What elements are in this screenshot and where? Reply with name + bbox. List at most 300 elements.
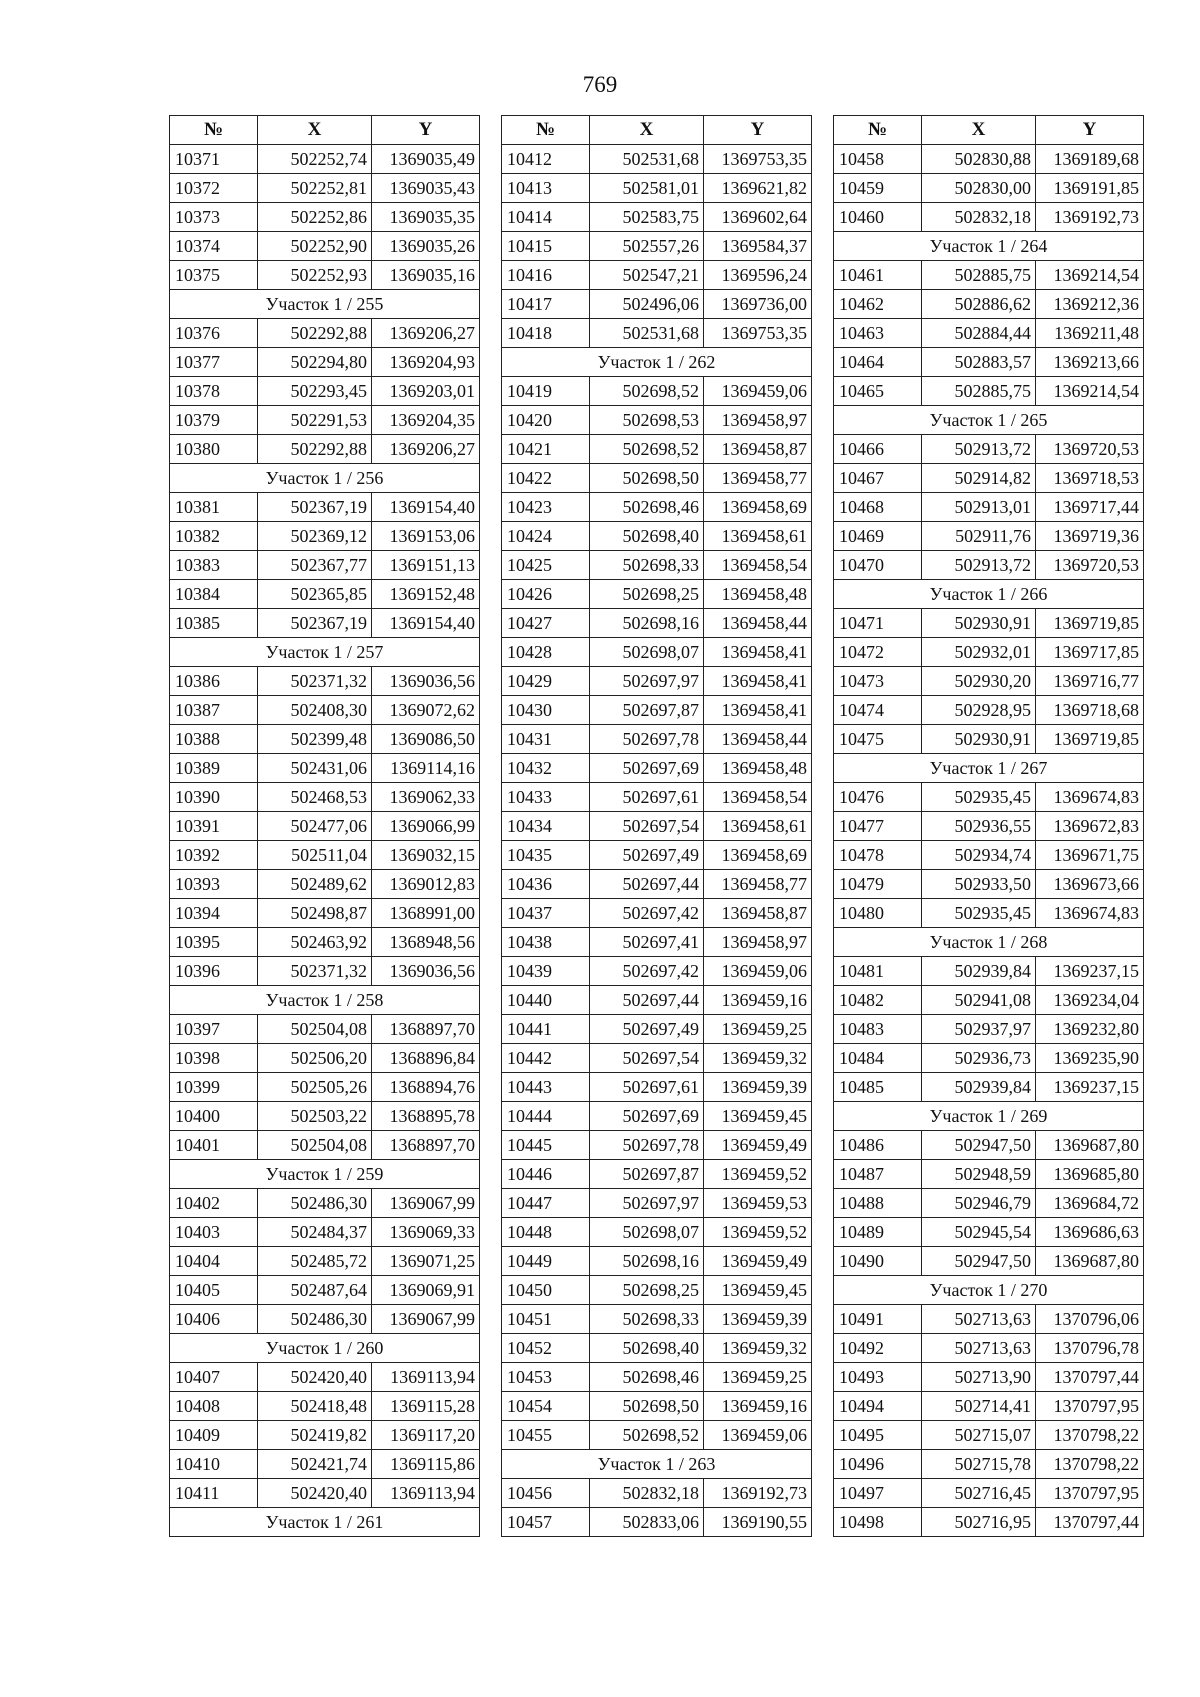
point-number: 10448 [502, 1218, 590, 1247]
table-row [170, 145, 480, 174]
table-row [834, 551, 1144, 580]
y-coordinate: 1369458,54 [704, 783, 812, 812]
y-coordinate: 1369459,16 [704, 1392, 812, 1421]
y-coordinate: 1370797,44 [1036, 1508, 1144, 1537]
point-number: 10447 [502, 1189, 590, 1218]
section-label: Участок 1 / 255 [170, 290, 480, 319]
point-number: 10420 [502, 406, 590, 435]
x-coordinate: 502934,74 [922, 841, 1036, 870]
x-coordinate: 502947,50 [922, 1131, 1036, 1160]
y-coordinate: 1369203,01 [372, 377, 480, 406]
y-coordinate: 1370797,44 [1036, 1363, 1144, 1392]
table-row [834, 957, 1144, 986]
table-row [502, 1189, 812, 1218]
y-coordinate: 1369719,85 [1036, 609, 1144, 638]
x-coordinate: 502698,46 [590, 493, 704, 522]
section-label: Участок 1 / 259 [170, 1160, 480, 1189]
x-coordinate: 502697,78 [590, 725, 704, 754]
x-coordinate: 502698,52 [590, 377, 704, 406]
point-number: 10371 [170, 145, 258, 174]
x-coordinate: 502698,40 [590, 1334, 704, 1363]
y-coordinate: 1369672,83 [1036, 812, 1144, 841]
y-coordinate: 1369115,28 [372, 1392, 480, 1421]
point-number: 10487 [834, 1160, 922, 1189]
table-row [170, 928, 480, 957]
x-coordinate: 502913,72 [922, 551, 1036, 580]
point-number: 10421 [502, 435, 590, 464]
section-label: Участок 1 / 256 [170, 464, 480, 493]
table-row [502, 232, 812, 261]
y-coordinate: 1369753,35 [704, 145, 812, 174]
x-coordinate: 502486,30 [258, 1189, 372, 1218]
table-row [834, 1334, 1144, 1363]
table-row [502, 841, 812, 870]
y-coordinate: 1369459,49 [704, 1247, 812, 1276]
y-coordinate: 1369459,06 [704, 377, 812, 406]
table-row [502, 696, 812, 725]
x-coordinate: 502252,93 [258, 261, 372, 290]
y-coordinate: 1369151,13 [372, 551, 480, 580]
table-row [170, 754, 480, 783]
x-coordinate: 502713,63 [922, 1305, 1036, 1334]
x-coordinate: 502484,37 [258, 1218, 372, 1247]
table-row [834, 1218, 1144, 1247]
y-coordinate: 1369113,94 [372, 1479, 480, 1508]
y-coordinate: 1369234,04 [1036, 986, 1144, 1015]
x-coordinate: 502487,64 [258, 1276, 372, 1305]
table-row [502, 870, 812, 899]
point-number: 10376 [170, 319, 258, 348]
table-row [502, 493, 812, 522]
table-row [170, 870, 480, 899]
section-row [170, 290, 480, 319]
y-coordinate: 1369086,50 [372, 725, 480, 754]
point-number: 10497 [834, 1479, 922, 1508]
table-row [834, 1160, 1144, 1189]
x-coordinate: 502365,85 [258, 580, 372, 609]
table-row [170, 783, 480, 812]
x-coordinate: 502485,72 [258, 1247, 372, 1276]
x-coordinate: 502939,84 [922, 957, 1036, 986]
x-coordinate: 502504,08 [258, 1131, 372, 1160]
table-row [502, 1392, 812, 1421]
x-coordinate: 502498,87 [258, 899, 372, 928]
x-coordinate: 502936,73 [922, 1044, 1036, 1073]
table-row [170, 1073, 480, 1102]
point-number: 10491 [834, 1305, 922, 1334]
x-coordinate: 502914,82 [922, 464, 1036, 493]
point-number: 10465 [834, 377, 922, 406]
y-coordinate: 1368894,76 [372, 1073, 480, 1102]
x-coordinate: 502418,48 [258, 1392, 372, 1421]
y-coordinate: 1369621,82 [704, 174, 812, 203]
table-row [502, 1160, 812, 1189]
y-coordinate: 1369736,00 [704, 290, 812, 319]
point-number: 10411 [170, 1479, 258, 1508]
y-coordinate: 1369716,77 [1036, 667, 1144, 696]
x-coordinate: 502367,19 [258, 493, 372, 522]
table-row [502, 1131, 812, 1160]
point-number: 10458 [834, 145, 922, 174]
x-coordinate: 502698,16 [590, 1247, 704, 1276]
table-row [170, 1363, 480, 1392]
point-number: 10391 [170, 812, 258, 841]
point-number: 10466 [834, 435, 922, 464]
x-coordinate: 502885,75 [922, 261, 1036, 290]
table-row [834, 783, 1144, 812]
x-coordinate: 502697,54 [590, 1044, 704, 1073]
y-coordinate: 1369214,54 [1036, 261, 1144, 290]
y-coordinate: 1369459,45 [704, 1102, 812, 1131]
table-row [170, 174, 480, 203]
point-number: 10490 [834, 1247, 922, 1276]
y-coordinate: 1369204,93 [372, 348, 480, 377]
table-row [170, 1479, 480, 1508]
y-coordinate: 1369066,99 [372, 812, 480, 841]
coordinates-table-1 [169, 115, 480, 1537]
y-coordinate: 1369032,15 [372, 841, 480, 870]
y-coordinate: 1369067,99 [372, 1189, 480, 1218]
x-coordinate: 502531,68 [590, 145, 704, 174]
table-row [170, 1247, 480, 1276]
x-coordinate: 502698,33 [590, 1305, 704, 1334]
x-coordinate: 502913,72 [922, 435, 1036, 464]
point-number: 10419 [502, 377, 590, 406]
y-coordinate: 1369458,97 [704, 406, 812, 435]
point-number: 10427 [502, 609, 590, 638]
y-coordinate: 1369190,55 [704, 1508, 812, 1537]
table-row [834, 319, 1144, 348]
point-number: 10379 [170, 406, 258, 435]
x-coordinate: 502698,07 [590, 638, 704, 667]
point-number: 10404 [170, 1247, 258, 1276]
table-row [170, 667, 480, 696]
y-coordinate: 1369458,44 [704, 725, 812, 754]
section-row [170, 1160, 480, 1189]
y-coordinate: 1369035,43 [372, 174, 480, 203]
x-coordinate: 502697,49 [590, 1015, 704, 1044]
point-number: 10461 [834, 261, 922, 290]
y-coordinate: 1369153,06 [372, 522, 480, 551]
y-coordinate: 1369687,80 [1036, 1247, 1144, 1276]
x-coordinate: 502408,30 [258, 696, 372, 725]
y-coordinate: 1369072,62 [372, 696, 480, 725]
section-label: Участок 1 / 258 [170, 986, 480, 1015]
point-number: 10418 [502, 319, 590, 348]
y-coordinate: 1369718,68 [1036, 696, 1144, 725]
table-row [834, 1247, 1144, 1276]
y-header: Y [704, 116, 812, 145]
point-number: 10474 [834, 696, 922, 725]
table-row [170, 1102, 480, 1131]
number-header: № [834, 116, 922, 145]
x-coordinate: 502885,75 [922, 377, 1036, 406]
point-number: 10481 [834, 957, 922, 986]
point-number: 10425 [502, 551, 590, 580]
point-number: 10414 [502, 203, 590, 232]
table-row [502, 1044, 812, 1073]
point-number: 10467 [834, 464, 922, 493]
x-coordinate: 502698,46 [590, 1363, 704, 1392]
x-coordinate: 502946,79 [922, 1189, 1036, 1218]
table-row [170, 696, 480, 725]
table-row [834, 986, 1144, 1015]
x-coordinate: 502716,95 [922, 1508, 1036, 1537]
table-row [170, 435, 480, 464]
y-coordinate: 1369012,83 [372, 870, 480, 899]
point-number: 10451 [502, 1305, 590, 1334]
table-row [502, 377, 812, 406]
y-coordinate: 1369459,39 [704, 1073, 812, 1102]
y-coordinate: 1369035,49 [372, 145, 480, 174]
section-row [170, 638, 480, 667]
y-coordinate: 1369232,80 [1036, 1015, 1144, 1044]
table-row [834, 377, 1144, 406]
y-coordinate: 1369720,53 [1036, 551, 1144, 580]
y-coordinate: 1369719,85 [1036, 725, 1144, 754]
y-coordinate: 1369602,64 [704, 203, 812, 232]
point-number: 10409 [170, 1421, 258, 1450]
x-coordinate: 502930,91 [922, 725, 1036, 754]
table-row [834, 870, 1144, 899]
x-coordinate: 502291,53 [258, 406, 372, 435]
x-coordinate: 502583,75 [590, 203, 704, 232]
x-coordinate: 502715,78 [922, 1450, 1036, 1479]
x-coordinate: 502913,01 [922, 493, 1036, 522]
point-number: 10406 [170, 1305, 258, 1334]
x-coordinate: 502477,06 [258, 812, 372, 841]
x-coordinate: 502948,59 [922, 1160, 1036, 1189]
x-coordinate: 502884,44 [922, 319, 1036, 348]
y-header: Y [372, 116, 480, 145]
point-number: 10442 [502, 1044, 590, 1073]
x-coordinate: 502698,16 [590, 609, 704, 638]
table-row [502, 1073, 812, 1102]
y-coordinate: 1370796,78 [1036, 1334, 1144, 1363]
x-coordinate: 502697,41 [590, 928, 704, 957]
x-coordinate: 502698,25 [590, 1276, 704, 1305]
y-coordinate: 1369458,44 [704, 609, 812, 638]
number-header: № [502, 116, 590, 145]
point-number: 10460 [834, 203, 922, 232]
x-coordinate: 502698,07 [590, 1218, 704, 1247]
y-coordinate: 1369115,86 [372, 1450, 480, 1479]
section-row [502, 1450, 812, 1479]
x-coordinate: 502293,45 [258, 377, 372, 406]
y-coordinate: 1368897,70 [372, 1015, 480, 1044]
y-coordinate: 1369117,20 [372, 1421, 480, 1450]
table-row [170, 957, 480, 986]
y-coordinate: 1369458,77 [704, 464, 812, 493]
y-coordinate: 1369459,49 [704, 1131, 812, 1160]
point-number: 10454 [502, 1392, 590, 1421]
point-number: 10422 [502, 464, 590, 493]
point-number: 10381 [170, 493, 258, 522]
section-row [834, 232, 1144, 261]
y-coordinate: 1369686,63 [1036, 1218, 1144, 1247]
x-coordinate: 502698,40 [590, 522, 704, 551]
section-row [834, 1102, 1144, 1131]
point-number: 10445 [502, 1131, 590, 1160]
x-coordinate: 502883,57 [922, 348, 1036, 377]
table-row [502, 319, 812, 348]
table-row [502, 667, 812, 696]
x-coordinate: 502292,88 [258, 435, 372, 464]
point-number: 10402 [170, 1189, 258, 1218]
table-row [834, 145, 1144, 174]
point-number: 10424 [502, 522, 590, 551]
table-row [170, 261, 480, 290]
point-number: 10494 [834, 1392, 922, 1421]
y-coordinate: 1369035,35 [372, 203, 480, 232]
y-coordinate: 1369189,68 [1036, 145, 1144, 174]
point-number: 10372 [170, 174, 258, 203]
y-coordinate: 1369206,27 [372, 435, 480, 464]
table-row [502, 609, 812, 638]
point-number: 10492 [834, 1334, 922, 1363]
y-coordinate: 1369459,39 [704, 1305, 812, 1334]
y-coordinate: 1369035,16 [372, 261, 480, 290]
point-number: 10483 [834, 1015, 922, 1044]
table-row [502, 1479, 812, 1508]
y-coordinate: 1368897,70 [372, 1131, 480, 1160]
table-row [834, 290, 1144, 319]
point-number: 10435 [502, 841, 590, 870]
section-label: Участок 1 / 264 [834, 232, 1144, 261]
point-number: 10471 [834, 609, 922, 638]
section-row [834, 928, 1144, 957]
x-coordinate: 502933,50 [922, 870, 1036, 899]
point-number: 10488 [834, 1189, 922, 1218]
y-coordinate: 1369237,15 [1036, 1073, 1144, 1102]
point-number: 10375 [170, 261, 258, 290]
section-row [834, 406, 1144, 435]
y-coordinate: 1369113,94 [372, 1363, 480, 1392]
x-coordinate: 502420,40 [258, 1363, 372, 1392]
x-coordinate: 502935,45 [922, 783, 1036, 812]
point-number: 10408 [170, 1392, 258, 1421]
section-row [170, 1334, 480, 1363]
y-coordinate: 1369753,35 [704, 319, 812, 348]
point-number: 10450 [502, 1276, 590, 1305]
y-coordinate: 1368896,84 [372, 1044, 480, 1073]
point-number: 10439 [502, 957, 590, 986]
x-coordinate: 502911,76 [922, 522, 1036, 551]
point-number: 10385 [170, 609, 258, 638]
point-number: 10489 [834, 1218, 922, 1247]
point-number: 10472 [834, 638, 922, 667]
point-number: 10495 [834, 1421, 922, 1450]
x-coordinate: 502399,48 [258, 725, 372, 754]
y-coordinate: 1369459,25 [704, 1015, 812, 1044]
table-row [834, 174, 1144, 203]
x-coordinate: 502697,44 [590, 986, 704, 1015]
point-number: 10436 [502, 870, 590, 899]
x-coordinate: 502945,54 [922, 1218, 1036, 1247]
y-coordinate: 1369719,36 [1036, 522, 1144, 551]
table-row [834, 348, 1144, 377]
point-number: 10455 [502, 1421, 590, 1450]
point-number: 10468 [834, 493, 922, 522]
point-number: 10457 [502, 1508, 590, 1537]
table-row [502, 638, 812, 667]
x-coordinate: 502557,26 [590, 232, 704, 261]
point-number: 10431 [502, 725, 590, 754]
point-number: 10395 [170, 928, 258, 957]
table-row [170, 1189, 480, 1218]
table-row [502, 725, 812, 754]
point-number: 10410 [170, 1450, 258, 1479]
section-label: Участок 1 / 262 [502, 348, 812, 377]
table-row [170, 899, 480, 928]
section-label: Участок 1 / 267 [834, 754, 1144, 783]
y-coordinate: 1369237,15 [1036, 957, 1144, 986]
y-coordinate: 1369458,48 [704, 754, 812, 783]
y-coordinate: 1369458,48 [704, 580, 812, 609]
x-coordinate: 502697,54 [590, 812, 704, 841]
y-coordinate: 1369191,85 [1036, 174, 1144, 203]
table-row [170, 232, 480, 261]
x-coordinate: 502830,88 [922, 145, 1036, 174]
point-number: 10387 [170, 696, 258, 725]
point-number: 10426 [502, 580, 590, 609]
table-row [170, 609, 480, 638]
point-number: 10403 [170, 1218, 258, 1247]
number-header: № [170, 116, 258, 145]
header-row [502, 116, 812, 145]
section-row [170, 1508, 480, 1537]
x-header: X [258, 116, 372, 145]
point-number: 10423 [502, 493, 590, 522]
table-row [170, 841, 480, 870]
x-coordinate: 502698,25 [590, 580, 704, 609]
point-number: 10415 [502, 232, 590, 261]
point-number: 10446 [502, 1160, 590, 1189]
x-coordinate: 502713,63 [922, 1334, 1036, 1363]
x-coordinate: 502252,81 [258, 174, 372, 203]
point-number: 10470 [834, 551, 922, 580]
y-coordinate: 1369458,61 [704, 522, 812, 551]
point-number: 10479 [834, 870, 922, 899]
x-coordinate: 502486,30 [258, 1305, 372, 1334]
y-coordinate: 1369458,41 [704, 638, 812, 667]
point-number: 10475 [834, 725, 922, 754]
y-coordinate: 1369459,45 [704, 1276, 812, 1305]
point-number: 10393 [170, 870, 258, 899]
table-row [834, 1392, 1144, 1421]
x-coordinate: 502698,50 [590, 464, 704, 493]
y-coordinate: 1369036,56 [372, 667, 480, 696]
y-coordinate: 1369035,26 [372, 232, 480, 261]
y-coordinate: 1369720,53 [1036, 435, 1144, 464]
x-coordinate: 502369,12 [258, 522, 372, 551]
section-row [170, 464, 480, 493]
point-number: 10378 [170, 377, 258, 406]
section-row [834, 754, 1144, 783]
table-row [834, 696, 1144, 725]
table-row [502, 174, 812, 203]
table-row [170, 493, 480, 522]
y-coordinate: 1369459,32 [704, 1044, 812, 1073]
section-row [834, 580, 1144, 609]
y-coordinate: 1369206,27 [372, 319, 480, 348]
x-coordinate: 502367,19 [258, 609, 372, 638]
point-number: 10417 [502, 290, 590, 319]
x-coordinate: 502697,97 [590, 667, 704, 696]
section-label: Участок 1 / 265 [834, 406, 1144, 435]
y-coordinate: 1369671,75 [1036, 841, 1144, 870]
y-coordinate: 1369717,44 [1036, 493, 1144, 522]
